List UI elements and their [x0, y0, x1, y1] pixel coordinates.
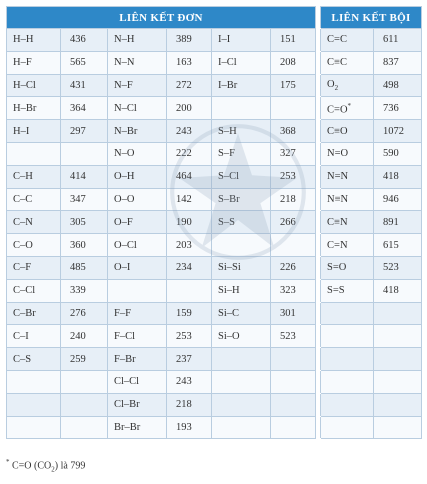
bond-cell: H–Br: [7, 97, 61, 120]
energy-cell: 414: [61, 165, 108, 188]
bond-cell: [321, 416, 374, 439]
energy-cell: 243: [167, 120, 212, 143]
bond-cell: H–F: [7, 51, 61, 74]
bond-cell: [212, 348, 271, 371]
bond-cell: I–I: [212, 29, 271, 52]
energy-cell: 323: [271, 279, 316, 302]
energy-cell: [271, 348, 316, 371]
bond-cell: C–Cl: [7, 279, 61, 302]
energy-cell: 190: [167, 211, 212, 234]
multiple-bond-header: LIÊN KẾT BỘI: [321, 7, 422, 29]
energy-cell: 347: [61, 188, 108, 211]
energy-cell: 253: [167, 325, 212, 348]
bond-cell: [212, 416, 271, 439]
table-row: [7, 120, 422, 143]
energy-cell: 1072: [374, 120, 422, 143]
energy-cell: 240: [61, 325, 108, 348]
table-row: [7, 256, 422, 279]
energy-cell: 237: [167, 348, 212, 371]
energy-cell: [167, 279, 212, 302]
bond-cell: H–I: [7, 120, 61, 143]
table-row: [7, 188, 422, 211]
energy-cell: 234: [167, 256, 212, 279]
bond-cell: Cl–Br: [108, 393, 167, 416]
bond-cell: F–F: [108, 302, 167, 325]
bond-cell: N–F: [108, 74, 167, 97]
table-body: [7, 29, 422, 439]
bond-cell: H–H: [7, 29, 61, 52]
energy-cell: [61, 370, 108, 393]
bond-cell: O–Cl: [108, 234, 167, 257]
energy-cell: 368: [271, 120, 316, 143]
bond-cell: F–Br: [108, 348, 167, 371]
bond-cell: C=C: [321, 29, 374, 52]
energy-cell: [61, 393, 108, 416]
energy-cell: 243: [167, 370, 212, 393]
bond-cell: S=O: [321, 256, 374, 279]
bond-cell: S–F: [212, 142, 271, 165]
table-row: [7, 302, 422, 325]
bond-cell: [108, 279, 167, 302]
energy-cell: 431: [61, 74, 108, 97]
bond-cell: Si–H: [212, 279, 271, 302]
energy-cell: 418: [374, 279, 422, 302]
bond-cell: S–S: [212, 211, 271, 234]
energy-cell: 498: [374, 74, 422, 97]
bond-cell: N=N: [321, 165, 374, 188]
bond-cell: [212, 97, 271, 120]
bond-cell: O–I: [108, 256, 167, 279]
bond-cell: I–Cl: [212, 51, 271, 74]
bond-cell: [7, 142, 61, 165]
energy-cell: [374, 416, 422, 439]
header-row: [7, 7, 422, 29]
bond-cell: N–Cl: [108, 97, 167, 120]
bond-cell: N=O: [321, 142, 374, 165]
energy-cell: 946: [374, 188, 422, 211]
energy-cell: [61, 142, 108, 165]
bond-energy-table-container: [6, 6, 421, 439]
bond-cell: C–Br: [7, 302, 61, 325]
bond-cell: C–C: [7, 188, 61, 211]
bond-cell: Br–Br: [108, 416, 167, 439]
energy-cell: [374, 302, 422, 325]
energy-cell: 218: [167, 393, 212, 416]
bond-cell: C–F: [7, 256, 61, 279]
energy-cell: 360: [61, 234, 108, 257]
table-row: [7, 234, 422, 257]
bond-cell: N–O: [108, 142, 167, 165]
energy-cell: [271, 370, 316, 393]
bond-cell: H–Cl: [7, 74, 61, 97]
bond-cell: C≡O: [321, 120, 374, 143]
energy-cell: [374, 325, 422, 348]
bond-cell: [212, 393, 271, 416]
energy-cell: 151: [271, 29, 316, 52]
bond-cell: I–Br: [212, 74, 271, 97]
energy-cell: 142: [167, 188, 212, 211]
table-row: [7, 393, 422, 416]
bond-cell: C=O*: [321, 97, 374, 120]
bond-cell: S=S: [321, 279, 374, 302]
energy-cell: 464: [167, 165, 212, 188]
single-bond-header: LIÊN KẾT ĐƠN: [7, 7, 316, 29]
bond-cell: F–Cl: [108, 325, 167, 348]
table-row: [7, 348, 422, 371]
bond-cell: [212, 370, 271, 393]
energy-cell: 736: [374, 97, 422, 120]
energy-cell: 837: [374, 51, 422, 74]
bond-cell: C–N: [7, 211, 61, 234]
energy-cell: 163: [167, 51, 212, 74]
table-row: [7, 97, 422, 120]
energy-cell: 208: [271, 51, 316, 74]
energy-cell: 364: [61, 97, 108, 120]
bond-cell: Si–C: [212, 302, 271, 325]
energy-cell: 159: [167, 302, 212, 325]
energy-cell: 276: [61, 302, 108, 325]
energy-cell: [374, 348, 422, 371]
energy-cell: 222: [167, 142, 212, 165]
bond-cell: O–H: [108, 165, 167, 188]
bond-cell: C–S: [7, 348, 61, 371]
energy-cell: 565: [61, 51, 108, 74]
table-row: [7, 51, 422, 74]
energy-cell: 253: [271, 165, 316, 188]
bond-cell: C–H: [7, 165, 61, 188]
bond-cell: [7, 416, 61, 439]
energy-cell: 436: [61, 29, 108, 52]
energy-cell: [271, 393, 316, 416]
bond-energy-table: [6, 6, 422, 439]
energy-cell: 272: [167, 74, 212, 97]
bond-cell: C=N: [321, 234, 374, 257]
energy-cell: [271, 416, 316, 439]
energy-cell: 611: [374, 29, 422, 52]
energy-cell: 175: [271, 74, 316, 97]
energy-cell: [374, 393, 422, 416]
bond-cell: N–Br: [108, 120, 167, 143]
bond-cell: [321, 302, 374, 325]
energy-cell: [271, 97, 316, 120]
bond-cell: S–Cl: [212, 165, 271, 188]
energy-cell: 485: [61, 256, 108, 279]
energy-cell: 218: [271, 188, 316, 211]
bond-cell: [212, 234, 271, 257]
energy-cell: 891: [374, 211, 422, 234]
table-row: [7, 416, 422, 439]
energy-cell: 615: [374, 234, 422, 257]
energy-cell: 305: [61, 211, 108, 234]
bond-cell: [321, 393, 374, 416]
bond-cell: S–H: [212, 120, 271, 143]
energy-cell: 193: [167, 416, 212, 439]
table-row: [7, 325, 422, 348]
bond-cell: Cl–Cl: [108, 370, 167, 393]
bond-cell: N–H: [108, 29, 167, 52]
energy-cell: 418: [374, 165, 422, 188]
table-row: [7, 370, 422, 393]
energy-cell: [61, 416, 108, 439]
bond-cell: N–N: [108, 51, 167, 74]
bond-cell: [321, 325, 374, 348]
energy-cell: 389: [167, 29, 212, 52]
energy-cell: [271, 234, 316, 257]
bond-cell: Si–Si: [212, 256, 271, 279]
table-row: [7, 142, 422, 165]
bond-cell: S–Br: [212, 188, 271, 211]
energy-cell: 297: [61, 120, 108, 143]
bond-cell: C–I: [7, 325, 61, 348]
energy-cell: 523: [271, 325, 316, 348]
bond-cell: [7, 393, 61, 416]
bond-cell: Si–O: [212, 325, 271, 348]
energy-cell: 327: [271, 142, 316, 165]
energy-cell: 339: [61, 279, 108, 302]
table-row: [7, 211, 422, 234]
table-row: [7, 165, 422, 188]
bond-cell: C–O: [7, 234, 61, 257]
bond-cell: $O_2$: [321, 74, 374, 97]
energy-cell: 266: [271, 211, 316, 234]
energy-cell: 301: [271, 302, 316, 325]
energy-cell: 590: [374, 142, 422, 165]
bond-cell: [321, 348, 374, 371]
bond-cell: [321, 370, 374, 393]
energy-cell: 226: [271, 256, 316, 279]
energy-cell: 203: [167, 234, 212, 257]
table-row: [7, 279, 422, 302]
bond-cell: O–F: [108, 211, 167, 234]
energy-cell: 523: [374, 256, 422, 279]
bond-cell: O–O: [108, 188, 167, 211]
table-row: [7, 29, 422, 52]
energy-cell: 200: [167, 97, 212, 120]
footnote: * C=O $(CO_2)$ là 799: [6, 458, 86, 474]
energy-cell: [374, 370, 422, 393]
table-row: [7, 74, 422, 97]
energy-cell: 259: [61, 348, 108, 371]
bond-cell: C≡C: [321, 51, 374, 74]
bond-cell: C≡N: [321, 211, 374, 234]
bond-cell: N≡N: [321, 188, 374, 211]
bond-cell: [7, 370, 61, 393]
